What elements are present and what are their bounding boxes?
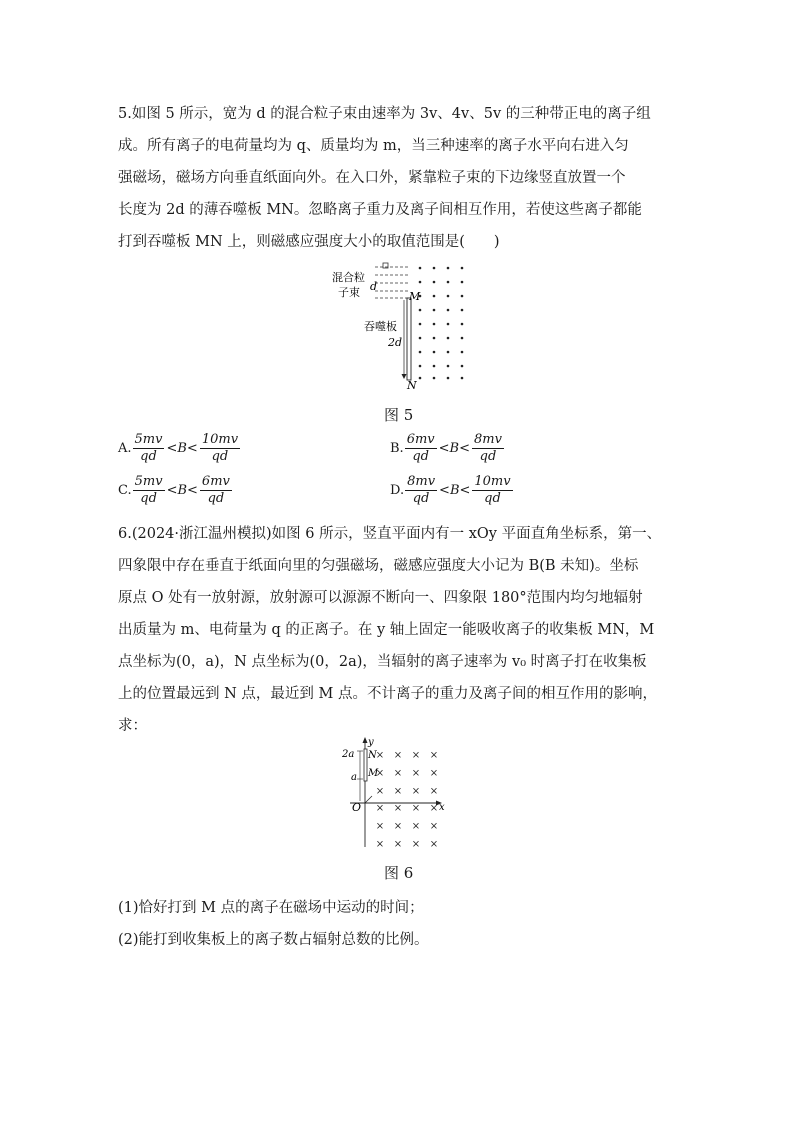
- svg-text:×: ×: [429, 839, 439, 850]
- option-c-right-fraction: $\frac{6mv}{qd}$: [201, 474, 230, 506]
- svg-text:×: ×: [393, 839, 403, 850]
- q6-line-4: 出质量为 m、电荷量为 q 的正离子。在 y 轴上固定一能吸收离子的收集板 MN，M: [118, 622, 655, 638]
- q5-line-5: 打到吞噬板 MN 上，则磁感应强度大小的取值范围是( ): [118, 234, 500, 250]
- q6-line-2: 四象限中存在垂直于纸面向里的匀强磁场，磁感应强度大小记为 B(B 未知)。坐标: [118, 558, 639, 574]
- label-2d: 2d: [388, 336, 403, 349]
- figure-5-caption: 图 5: [384, 406, 414, 424]
- option-c-relation: <B<: [166, 483, 198, 498]
- svg-text:×: ×: [429, 768, 439, 779]
- svg-text:×: ×: [375, 821, 385, 832]
- q6-line-3: 原点 O 处有一放射源，放射源可以源源不断向一、四象限 180°范围内均匀地辐射: [118, 590, 643, 606]
- label-O: O: [352, 801, 362, 814]
- svg-text:×: ×: [375, 786, 385, 797]
- option-d-letter: D.: [390, 483, 405, 498]
- option-a-relation: <B<: [166, 441, 198, 456]
- svg-text:×: ×: [411, 803, 421, 814]
- field-dots-out: [419, 267, 464, 380]
- q6-line-5: 点坐标为(0，a)，N 点坐标为(0，2a)，当辐射的离子速率为 v₀ 时离子打在收集板: [118, 654, 647, 670]
- svg-text:×: ×: [393, 803, 403, 814]
- figure-6-caption: 图 6: [384, 864, 414, 882]
- absorber-plate: [407, 298, 411, 380]
- option-b-letter: B.: [390, 441, 404, 456]
- svg-text:×: ×: [375, 768, 385, 779]
- collector-plate: [364, 749, 367, 781]
- svg-text:×: ×: [429, 750, 439, 761]
- label-beam-line2: 子束: [338, 286, 360, 299]
- svg-text:×: ×: [429, 821, 439, 832]
- option-d-left-fraction: $\frac{8mv}{qd}$: [407, 474, 436, 506]
- svg-text:×: ×: [393, 786, 403, 797]
- svg-text:×: ×: [375, 839, 385, 850]
- option-c-letter: C.: [118, 483, 132, 498]
- svg-text:×: ×: [393, 821, 403, 832]
- svg-text:×: ×: [429, 803, 439, 814]
- q6-sub-1: (1)恰好打到 M 点的离子在磁场中运动的时间；: [118, 900, 424, 916]
- q6-line-1: 6.(2024·浙江温州模拟)如图 6 所示，竖直平面内有一 xOy 平面直角坐标系，第一、: [118, 526, 662, 542]
- q5-line-2: 成。所有离子的电荷量均为 q、质量均为 m，当三种速率的离子水平向右进入匀: [118, 138, 629, 154]
- option-b-left-fraction: $\frac{6mv}{qd}$: [406, 432, 435, 464]
- svg-text:×: ×: [411, 768, 421, 779]
- q6-line-6: 上的位置最远到 N 点，最近到 M 点。不计离子的重力及离子间的相互作用的影响，: [118, 686, 657, 702]
- option-b-relation: <B<: [438, 441, 470, 456]
- option-d-relation: <B<: [439, 483, 471, 498]
- q5-line-4: 长度为 2d 的薄吞噬板 MN。忽略离子重力及离子间相互作用，若使这些离子都能: [118, 202, 642, 218]
- svg-text:×: ×: [393, 750, 403, 761]
- option-d-right-fraction: $\frac{10mv}{qd}$: [474, 474, 511, 506]
- option-b-right-fraction: $\frac{8mv}{qd}$: [473, 432, 502, 464]
- label-y: y: [368, 737, 374, 748]
- label-plate: 吞噬板: [364, 320, 397, 333]
- label-a: a: [351, 772, 357, 783]
- figure-5: [330, 258, 480, 393]
- label-beam-line1: 混合粒: [332, 271, 365, 284]
- option-b[interactable]: [390, 432, 505, 465]
- q5-line-1: 5.如图 5 所示，宽为 d 的混合粒子束由速率为 3v、4v、5v 的三种带正电的离子组: [118, 106, 651, 122]
- svg-text:×: ×: [393, 768, 403, 779]
- particle-beam: [375, 267, 410, 298]
- svg-text:×: ×: [375, 750, 385, 761]
- q6-line-7: 求：: [118, 718, 147, 734]
- option-a-right-fraction: $\frac{10mv}{qd}$: [201, 432, 239, 464]
- q5-line-3: 强磁场，磁场方向垂直纸面向外。在入口外，紧靠粒子束的下边缘竖直放置一个: [118, 170, 626, 186]
- label-M: M: [368, 768, 379, 779]
- label-N: N: [368, 750, 377, 761]
- svg-text:×: ×: [411, 750, 421, 761]
- option-c[interactable]: [118, 474, 233, 507]
- option-a-left-fraction: $\frac{5mv}{qd}$: [134, 432, 163, 464]
- label-d: d: [370, 280, 378, 293]
- svg-text:×: ×: [429, 786, 439, 797]
- figure-6: [340, 735, 455, 853]
- field-crosses-in: [376, 750, 438, 850]
- label-2a: 2a: [342, 749, 355, 760]
- label-N: N: [407, 379, 417, 392]
- q6-sub-2: (2)能打到收集板上的离子数占辐射总数的比例。: [118, 932, 429, 948]
- svg-text:×: ×: [411, 786, 421, 797]
- label-x: x: [439, 802, 445, 813]
- source-arrow: [365, 796, 372, 803]
- option-c-left-fraction: $\frac{5mv}{qd}$: [134, 474, 163, 506]
- plate-arrow-head: [402, 374, 407, 379]
- svg-text:×: ×: [411, 821, 421, 832]
- option-d[interactable]: [390, 474, 514, 507]
- y-axis-arrow: [363, 737, 368, 743]
- svg-text:×: ×: [375, 803, 385, 814]
- option-a[interactable]: [118, 432, 241, 465]
- svg-text:×: ×: [411, 839, 421, 850]
- label-M: M: [409, 290, 421, 303]
- option-a-letter: A.: [118, 441, 132, 456]
